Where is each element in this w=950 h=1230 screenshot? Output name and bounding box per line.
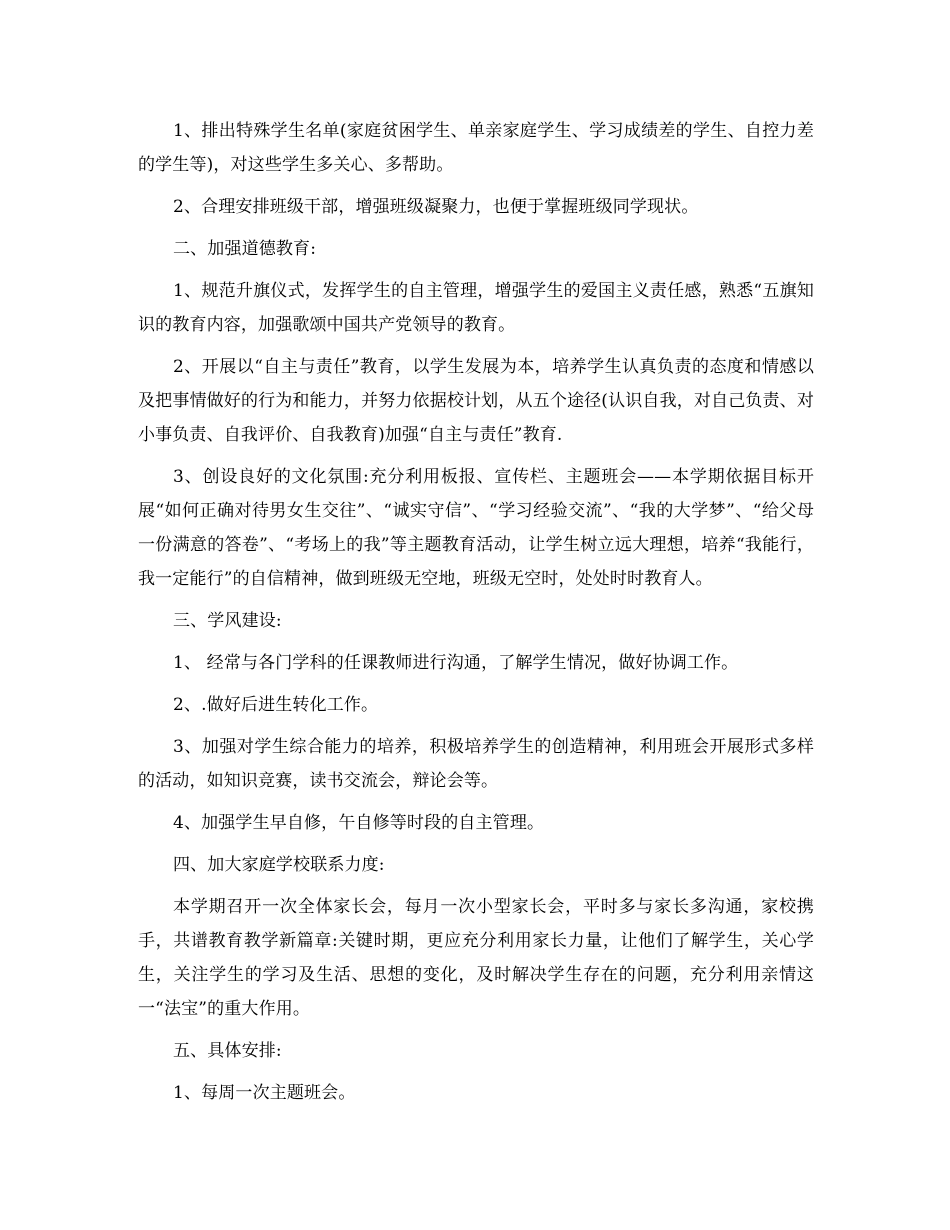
paragraph-6: 1、 经常与各门学科的任课教师进行沟通，了解学生情况，做好协调工作。: [173, 653, 739, 673]
section-heading-moral-education: 二、加强道德教育:: [173, 239, 317, 259]
section-heading-study-style: 三、学风建设:: [173, 611, 282, 631]
paragraph-7: 2、.做好后进生转化工作。: [173, 695, 379, 715]
section-heading-home-school: 四、加大家庭学校联系力度:: [173, 855, 385, 875]
document-body: [138, 114, 814, 1118]
paragraph-4: 2、开展以“自主与责任”教育，以学生发展为本，培养学生认真负责的态度和情感以及把事情做好的行为和能力，并努力依据校计划，从五个途径(认识自我，对自己负责、对小事负责、自我评价、自我教育)加强“自主与责任”教育.: [138, 357, 814, 445]
paragraph-11: 1、每周一次主题班会。: [173, 1083, 356, 1103]
paragraph-10: 本学期召开一次全体家长会，每月一次小型家长会，平时多与家长多沟通，家校携手，共谱教育教学新篇章:关键时期，更应充分利用家长力量，让他们了解学生，关心学生，关注学生的学习及生活、思想的变化，及时解决学生存在的问题，充分利用亲情这一“法宝”的重大作用。: [138, 897, 814, 1019]
paragraph-1: 1、排出特殊学生名单(家庭贫困学生、单亲家庭学生、学习成绩差的学生、自控力差的学生等)，对这些学生多关心、多帮助。: [138, 121, 814, 175]
paragraph-3: 1、规范升旗仪式，发挥学生的自主管理，增强学生的爱国主义责任感，熟悉“五旗知识的教育内容，加强歌颂中国共产党领导的教育。: [138, 281, 814, 335]
section-heading-arrangements: 五、具体安排:: [173, 1041, 282, 1061]
paragraph-9: 4、加强学生早自修，午自修等时段的自主管理。: [173, 813, 545, 833]
paragraph-8: 3、加强对学生综合能力的培养，积极培养学生的创造精神，利用班会开展形式多样的活动，如知识竞赛，读书交流会，辩论会等。: [138, 737, 814, 791]
paragraph-2: 2、合理安排班级干部，增强班级凝聚力，也便于掌握班级同学现状。: [173, 197, 699, 217]
paragraph-5: 3、创设良好的文化氛围:充分利用板报、宣传栏、主题班会——本学期依据目标开展“如何正确对待男女生交往”、“诚实守信”、“学习经验交流”、“我的大学梦”、“给父母一份满意的答卷”、“考场上的我”等主题教育活动，让学生树立远大理想，培养“我能行，我一定能行”的自信精神，做到班级无空地，班级无空时，处处时时教育人。: [138, 467, 814, 589]
